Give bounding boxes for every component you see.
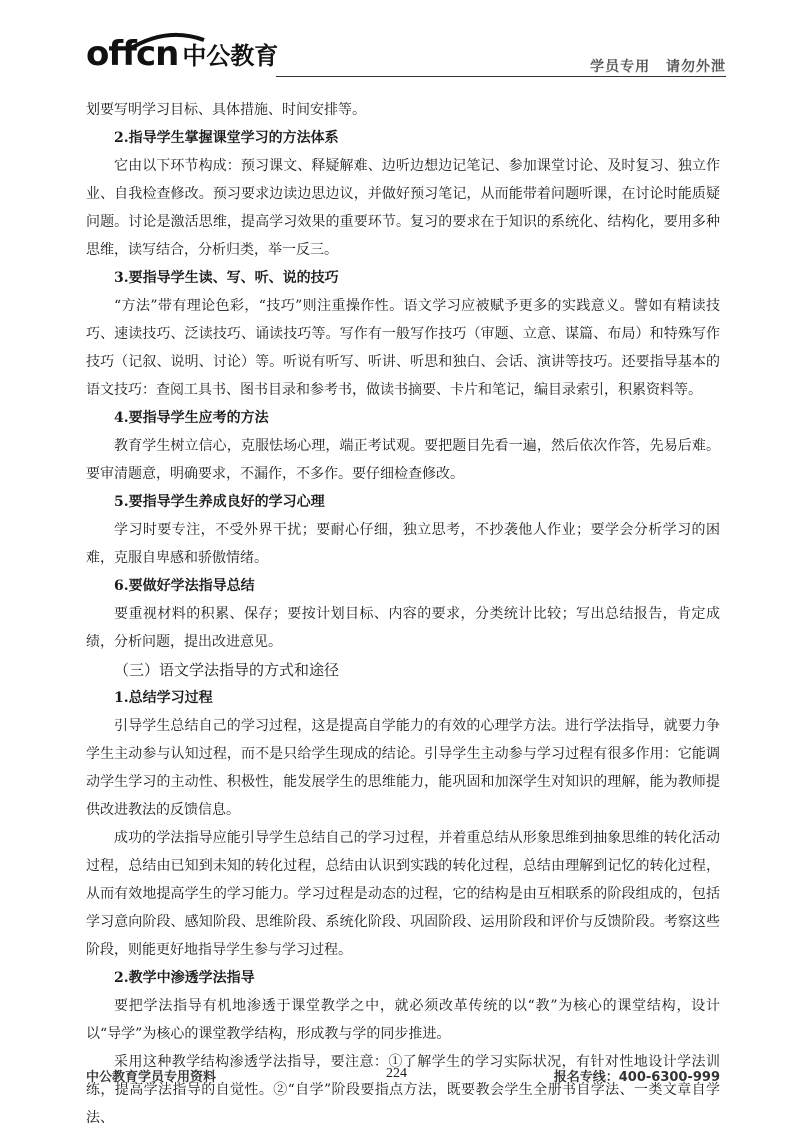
logo-chinese-text: 中公教育	[182, 42, 279, 70]
page-header	[86, 28, 726, 84]
header-divider	[276, 76, 726, 77]
header-notice	[590, 56, 726, 76]
logo-latin-text: offcn	[86, 34, 179, 74]
subheading: 6.要做好学法指导总结	[114, 578, 255, 594]
paragraph: 采用这种教学结构渗透学法指导，要注意：①了解学生的学习实际状况，有针对性地设计学法训练，提高学法指导的自觉性。②“自学”阶段要指点方法，既要教会学生全册书自学法、一类文章自学法、	[86, 1054, 720, 1126]
footer-hotline: 报名专线：400-6300-999	[553, 1070, 720, 1085]
paragraph: 划要写明学习目标、具体措施、时间安排等。	[86, 102, 366, 118]
page-number: 224	[386, 1066, 407, 1081]
subheading: 5.要指导学生养成良好的学习心理	[114, 494, 325, 510]
paragraph: 成功的学法指导应能引导学生总结自己的学习过程，并着重总结从形象思维到抽象思维的转化活动过程，总结由已知到未知的转化过程，总结由认识到实践的转化过程，总结由理解到记忆的转化过程，从而有效地提高学生的学习能力。学习过程是动态的过程，它的结构是由互相联系的阶段组成的，包括学习意向阶段、感知阶段、思维阶段、系统化阶段、巩固阶段、运用阶段和评价与反馈阶段。考察这些阶段，则能更好地指导学生参与学习过程。	[86, 830, 720, 958]
paragraph: 引导学生总结自己的学习过程，这是提高自学能力的有效的心理学方法。进行学法指导，就要力争学生主动参与认知过程，而不是只给学生现成的结论。引导学生主动参与学习过程有很多作用：它能调动学生学习的主动性、积极性，能发展学生的思维能力，能巩固和加深学生对知识的理解，能为教师提供改进教法的反馈信息。	[86, 718, 720, 818]
paragraph: 要把学法指导有机地渗透于课堂教学之中，就必须改革传统的以“教”为核心的课堂结构，设计以“导学”为核心的课堂教学结构，形成教与学的同步推进。	[86, 998, 720, 1042]
students-only-label: 学员专用	[590, 59, 651, 75]
paragraph: 学习时要专注，不受外界干扰；要耐心仔细，独立思考，不抄袭他人作业；要学会分析学习的困难，克服自卑感和骄傲情绪。	[86, 522, 720, 566]
paragraph: 它由以下环节构成：预习课文、释疑解难、边听边想边记笔记、参加课堂讨论、及时复习、独立作业、自我检查修改。预习要求边读边思边议，并做好预习笔记，从而能带着问题听课，在讨论时能质疑问题。讨论是激活思维，提高学习效果的重要环节。复习的要求在于知识的系统化、结构化，要用多种思维，读写结合，分析归类，举一反三。	[86, 158, 720, 258]
footer-material-label: 中公教育学员专用资料	[86, 1070, 217, 1085]
page-footer	[86, 1066, 720, 1090]
subheading: 1.总结学习过程	[114, 690, 213, 706]
section-heading: （三）语文学法指导的方式和途径	[114, 661, 340, 679]
subheading: 3.要指导学生读、写、听、说的技巧	[114, 270, 339, 286]
subheading: 2.指导学生掌握课堂学习的方法体系	[114, 130, 339, 146]
paragraph: 要重视材料的积累、保存；要按计划目标、内容的要求，分类统计比较；写出总结报告，肯定成绩，分析问题，提出改进意见。	[86, 606, 720, 650]
page-content	[86, 96, 720, 1132]
offcn-logo	[86, 36, 278, 72]
subheading: 2.教学中渗透学法指导	[114, 970, 255, 986]
logo-arc-icon	[126, 30, 206, 52]
subheading: 4.要指导学生应考的方法	[114, 410, 269, 426]
paragraph: 教育学生树立信心，克服怯场心理，端正考试观。要把题目先看一遍，然后依次作答，先易后难。要审清题意，明确要求，不漏作，不多作。要仔细检查修改。	[86, 438, 720, 482]
confidential-label: 请勿外泄	[666, 59, 726, 75]
paragraph: “方法”带有理论色彩，“技巧”则注重操作性。语文学习应被赋予更多的实践意义。譬如有精读技巧、速读技巧、泛读技巧、诵读技巧等。写作有一般写作技巧（审题、立意、谋篇、布局）和特殊写作技巧（记叙、说明、讨论）等。听说有听写、听讲、听思和独白、会话、演讲等技巧。还要指导基本的语文技巧：查阅工具书、图书目录和参考书，做读书摘要、卡片和笔记，编目录索引，积累资料等。	[86, 298, 720, 398]
